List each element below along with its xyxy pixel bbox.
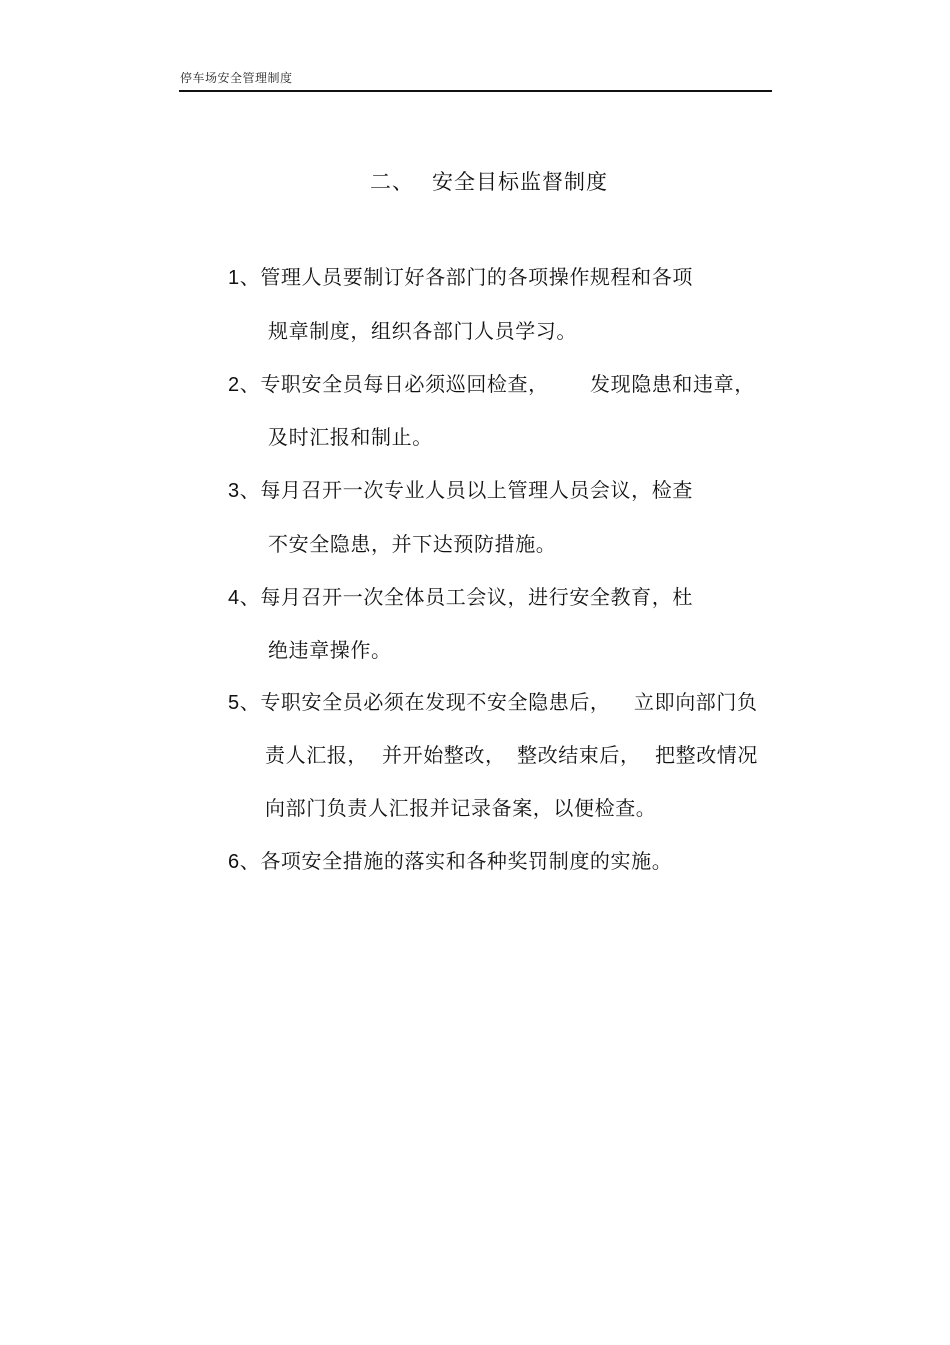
list-item-2-line-1 — [228, 372, 549, 397]
list-item-5-line-1 — [228, 690, 611, 715]
item-number: 2 — [228, 374, 240, 396]
list-item-5-line-2c: 整改结束后， — [517, 743, 641, 767]
list-item-5-line-2d: 把整改情况 — [655, 743, 758, 767]
list-item-1-line-1 — [228, 265, 693, 290]
list-item-5-line-2b: 并开始整改， — [382, 743, 506, 767]
list-item-3-line-1 — [228, 478, 693, 503]
item-text: 、专职安全员必须在发现不安全隐患后， — [239, 690, 611, 714]
item-number: 3 — [228, 480, 240, 502]
item-number: 6 — [228, 851, 240, 873]
section-title-text: 安全目标监督制度 — [432, 170, 608, 194]
header-rule — [179, 90, 772, 92]
list-item-6-line-1 — [228, 849, 672, 874]
item-text: 、各项安全措施的落实和各种奖罚制度的实施。 — [239, 849, 673, 873]
list-item-4-line-1 — [228, 585, 693, 610]
item-number: 5 — [228, 692, 240, 714]
running-header: 停车场安全管理制度 — [180, 71, 293, 85]
item-text: 、管理人员要制订好各部门的各项操作规程和各项 — [239, 265, 693, 289]
list-item-1-line-2: 规章制度，组织各部门人员学习。 — [268, 319, 577, 343]
section-number: 二、 — [370, 170, 414, 194]
list-item-3-line-2: 不安全隐患，并下达预防措施。 — [268, 532, 557, 556]
item-text: 、每月召开一次专业人员以上管理人员会议，检查 — [239, 478, 693, 502]
list-item-5-line-2a: 责人汇报， — [265, 743, 368, 767]
list-item-2-line-1b: 发现隐患和违章， — [590, 372, 755, 396]
list-item-5-line-3: 向部门负责人汇报并记录备案，以便检查。 — [265, 796, 657, 820]
section-title — [370, 166, 608, 196]
item-number: 1 — [228, 267, 240, 289]
item-number: 4 — [228, 587, 240, 609]
item-text: 、专职安全员每日必须巡回检查， — [239, 372, 549, 396]
list-item-2-line-2: 及时汇报和制止。 — [268, 425, 433, 449]
list-item-4-line-2: 绝违章操作。 — [268, 638, 392, 662]
list-item-5-line-1b: 立即向部门负 — [634, 690, 758, 714]
item-text: 、每月召开一次全体员工会议，进行安全教育，杜 — [239, 585, 693, 609]
